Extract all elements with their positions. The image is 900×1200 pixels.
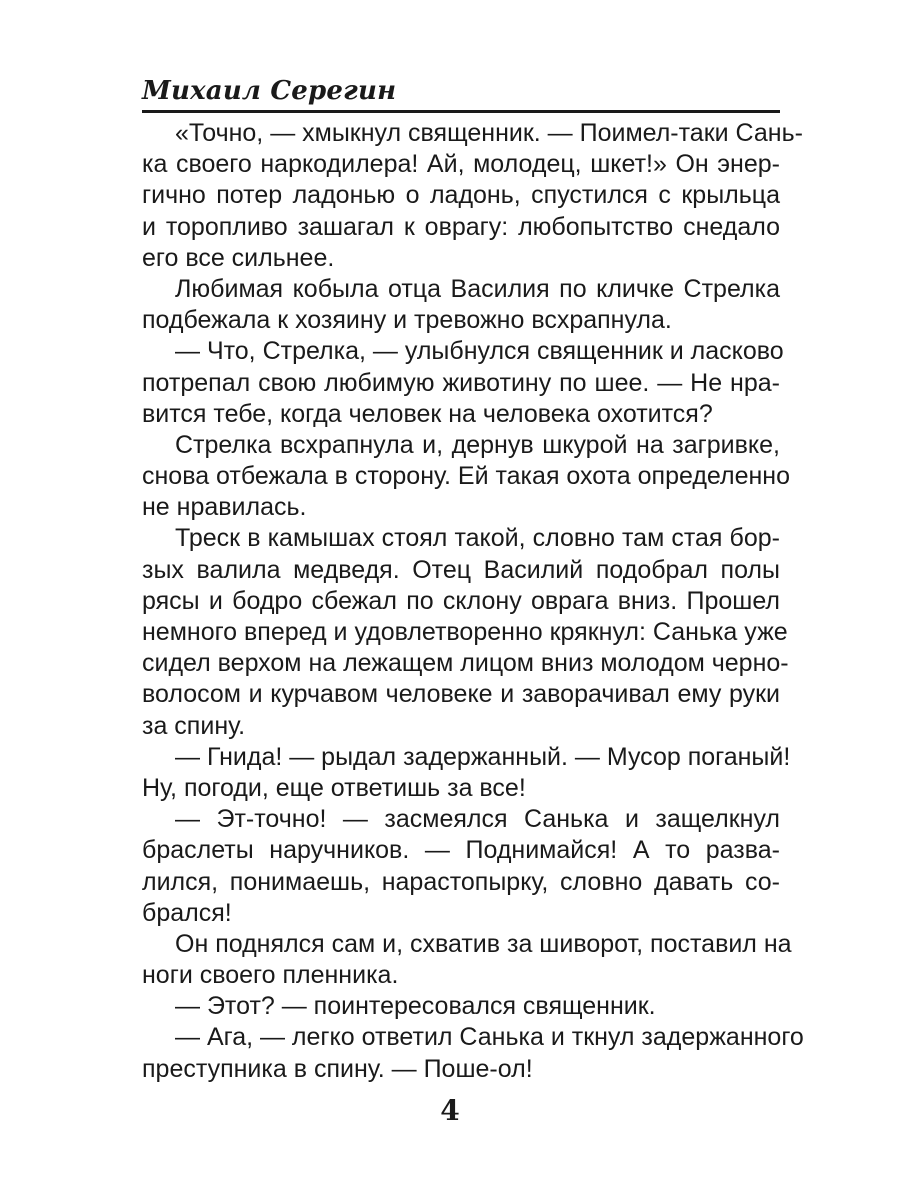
paragraph xyxy=(142,804,780,929)
text-line: — Что, Стрелка, — улыбнулся священник и ласково xyxy=(175,337,784,366)
text-line: «Точно, — хмыкнул священник. — Поимел-таки Сань- xyxy=(175,119,803,147)
text-line: немного вперед и удовлетворенно крякнул: Санька уже xyxy=(142,618,788,646)
text-line: рясы и бодро сбежал по склону оврага вниз. Прошел xyxy=(142,586,780,615)
text-line: ка своего наркодилера! Ай, молодец, шкет!» Он энер- xyxy=(142,150,780,179)
text-line: брался! xyxy=(142,898,232,927)
text-line: Треск в камышах стоял такой, словно там стая бор- xyxy=(175,524,780,553)
text-line: и торопливо зашагал к оврагу: любопытство снедало xyxy=(142,212,780,241)
text-line: вится тебе, когда человек на человека охотится? xyxy=(142,399,713,428)
body-text xyxy=(142,118,804,1085)
paragraph xyxy=(142,742,791,804)
running-head-author: Михаил Серегин xyxy=(142,76,397,106)
paragraph xyxy=(142,274,780,336)
paragraph xyxy=(142,118,803,274)
paragraph xyxy=(142,430,791,524)
text-line: подбежала к хозяину и тревожно всхрапнула. xyxy=(142,306,672,335)
text-line: браслеты наручников. — Поднимайся! А то разва- xyxy=(142,836,780,865)
text-line: — Гнида! — рыдал задержанный. — Мусор поганый! xyxy=(175,742,791,771)
text-line: — Этот? — поинтересовался священник. xyxy=(175,992,656,1021)
text-line: гично потер ладонью о ладонь, спустился с крыльца xyxy=(142,181,780,210)
page-number: 4 xyxy=(440,1094,460,1127)
paragraph xyxy=(142,336,784,430)
text-line: снова отбежала в сторону. Ей такая охота определенно xyxy=(142,462,791,491)
text-line: Стрелка всхрапнула и, дернув шкурой на загривке, xyxy=(175,430,780,459)
text-line: — Ага, — легко ответил Санька и ткнул задержанного xyxy=(175,1023,804,1052)
paragraph xyxy=(142,929,792,991)
text-line: Ну, погоди, еще ответишь за все! xyxy=(142,773,526,802)
text-line: преступника в спину. — Поше-ол! xyxy=(142,1054,533,1083)
paragraph xyxy=(142,1022,804,1084)
text-line: не нравилась. xyxy=(142,493,307,522)
paragraph xyxy=(142,523,789,741)
text-line: — Эт-точно! — засмеялся Санька и защелкнул xyxy=(175,805,780,834)
text-line: потрепал свою любимую животину по шее. — Не нра- xyxy=(142,368,780,397)
text-line: его все сильнее. xyxy=(142,243,335,272)
text-line: сидел верхом на лежащем лицом вниз молодом черно- xyxy=(142,649,789,678)
text-line: лился, понимаешь, нарастопырку, словно давать со- xyxy=(142,867,780,896)
paragraph xyxy=(142,991,780,1022)
header-rule xyxy=(142,110,780,113)
text-line: зых валила медведя. Отец Василий подобрал полы xyxy=(142,555,780,584)
text-line: ноги своего пленника. xyxy=(142,961,399,990)
text-line: Любимая кобыла отца Василия по кличке Стрелка xyxy=(175,274,780,303)
text-line: за спину. xyxy=(142,711,246,740)
text-line: волосом и курчавом человеке и заворачивал ему руки xyxy=(142,680,780,709)
text-line: Он поднялся сам и, схватив за шиворот, поставил на xyxy=(175,929,792,958)
